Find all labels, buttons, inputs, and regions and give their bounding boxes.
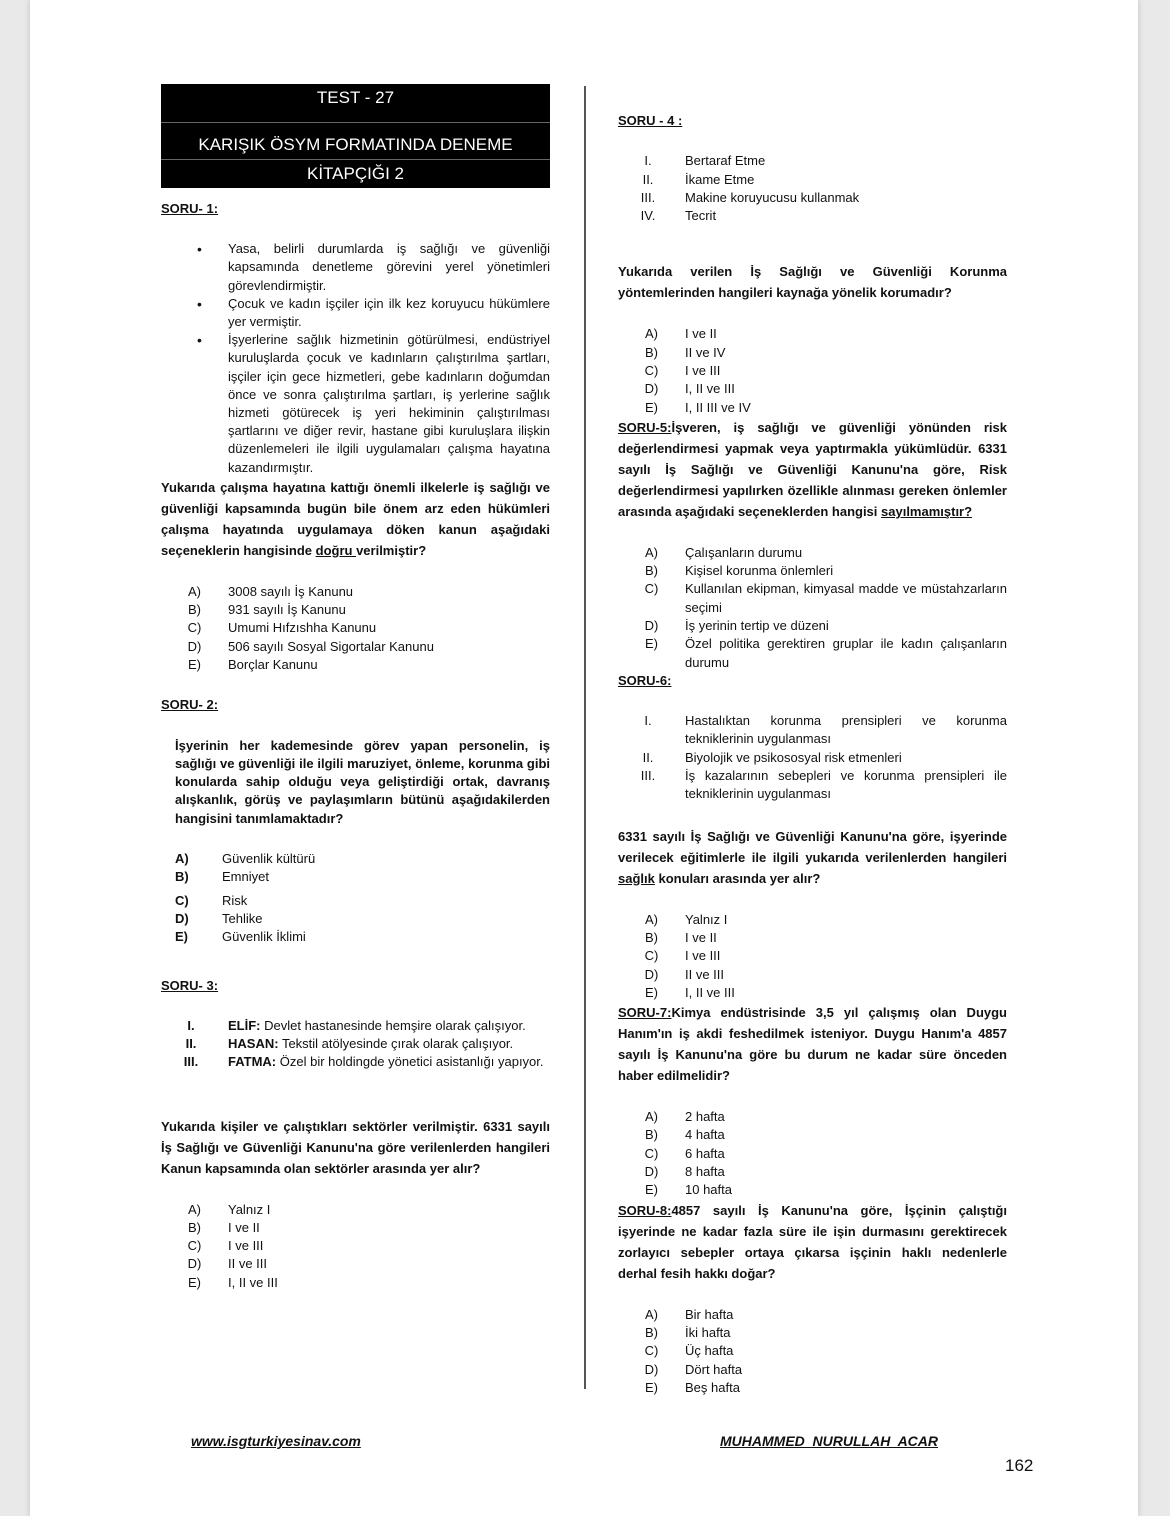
option-item[interactable]: B) II ve IV — [645, 344, 726, 360]
test-title: TEST - 27 — [161, 84, 550, 123]
statement-item: II. HASAN: Tekstil atölyesinde çırak olarak çalışıyor. — [185, 1036, 514, 1051]
question-7-options — [618, 1108, 1007, 1199]
option-item[interactable]: C) Üç hafta — [644, 1343, 734, 1359]
bullet-item: • Yasa, belirli durumlarda iş sağlığı ve güvenliği kapsamında denetleme görevini yerel yönetimleri görevlendirmiştir. — [161, 240, 550, 295]
statement-item: I. ELİF: Devlet hastanesinde hemşire olarak çalışıyor. — [187, 1017, 526, 1033]
test-booklet: KİTAPÇIĞI 2 — [307, 164, 404, 183]
question-2-label: SORU- 2: — [161, 697, 219, 713]
footer-website-link[interactable]: www.isgturkiyesinav.com — [191, 1433, 361, 1449]
question-6-label: SORU-6: — [618, 672, 672, 688]
option-item[interactable]: E) Güvenlik İklimi — [175, 929, 306, 945]
option-item[interactable]: E) 10 hafta — [645, 1182, 732, 1198]
right-column — [618, 104, 1007, 1397]
option-item[interactable]: E) Beş hafta — [645, 1379, 740, 1395]
statement-item: III. FATMA: Özel bir holdingde yönetici asistanlığı yapıyor. — [183, 1054, 544, 1070]
option-item[interactable]: D) 8 hafta — [644, 1164, 725, 1180]
option-item[interactable]: C) I ve III — [187, 1238, 264, 1254]
option-item[interactable]: D) Tehlike — [175, 910, 263, 926]
statement-item: II. İkame Etme — [642, 171, 755, 187]
question-8-label: SORU-8: — [618, 1202, 672, 1218]
option-item[interactable]: B) Kişisel korunma önlemleri — [645, 563, 834, 579]
question-2-stem: İşyerinin her kademesinde görev yapan personelin, iş sağlığı ve güvenliği ile ilgili maruziyet, önleme, korunma gibi konularda sahip olduğu veya geliştirdiği ortak, davranış alışkanlık, görüş ve paylaşımların bütünü aşağıdakilerden hangisini tanımlamaktadır? — [175, 737, 550, 826]
question-1-stem: Yukarıda çalışma hayatına kattığı önemli ilkelerle iş sağlığı ve güvenliği kapsamında bugün bile önem arz eden hükümleri çalışma hayatında uygulamaya döken kanun aşağıdaki seçeneklerin hangisinde doğru verilmiştir? — [161, 479, 550, 558]
test-subtitle: KARIŞIK ÖSYM FORMATINDA DENEME — [161, 131, 550, 160]
bullet-item: • İşyerlerine sağlık hizmetinin götürülmesi, endüstriyel kuruluşlarda çocuk ve kadınların çalıştırılma şartları, işçiler için gece hizmetleri, gebe kadınların doğumdan önce ve sonra çalıştırılma şartları, iş yerlerine sağlık hizmeti götürecek iş yeri hekiminin çalıştırılması şartlarını ve diğer revir, hastane gibi kuruluşlara ilişkin düzenlemeleri ile ilgili uygulamaları çalışma hayatına kazandırmıştır. — [161, 331, 550, 477]
option-item[interactable]: B) İki hafta — [645, 1324, 731, 1340]
option-item[interactable]: E) Özel politika gerektiren gruplar ile kadın çalışanların durumu — [645, 636, 1007, 670]
option-item[interactable]: A) Yalnız I — [188, 1201, 271, 1217]
statement-item: I. Hastalıktan korunma prensipleri ve korunma tekniklerinin uygulanması — [644, 713, 1007, 747]
question-1-bullets — [161, 240, 550, 477]
option-item[interactable]: A) I ve II — [645, 326, 717, 342]
question-3-options — [161, 1201, 550, 1292]
question-3-stem: Yukarıda kişiler ve çalıştıkları sektörler verilmiştir. 6331 sayılı İş Sağlığı ve Güvenliği Kanunu'na göre verilenlerden hangileri Kanun kapsamında olan sektörler arasında yer alır? — [161, 1118, 550, 1176]
option-item[interactable]: D) İş yerinin tertip ve düzeni — [644, 618, 829, 634]
question-4-options — [618, 325, 1007, 416]
option-item[interactable]: A) 2 hafta — [645, 1109, 725, 1125]
question-6-items — [618, 712, 1007, 803]
option-item[interactable]: D) I, II ve III — [644, 381, 735, 397]
question-4-items — [618, 152, 1007, 225]
option-item[interactable]: B) I ve II — [188, 1219, 260, 1235]
option-item[interactable]: E) I, II ve III — [188, 1274, 278, 1290]
left-column — [161, 84, 550, 1292]
option-item[interactable]: B) 931 sayılı İş Kanunu — [188, 602, 346, 618]
footer-author: MUHAMMED NURULLAH ACAR — [720, 1433, 939, 1449]
option-item[interactable]: C) Umumi Hıfzıshha Kanunu — [187, 620, 377, 636]
option-item[interactable]: D) II ve III — [187, 1256, 268, 1272]
option-item[interactable]: D) II ve III — [644, 966, 725, 982]
option-item[interactable]: A) Çalışanların durumu — [645, 544, 803, 560]
option-item[interactable]: A) Güvenlik kültürü — [175, 851, 316, 867]
test-title-box — [161, 84, 550, 188]
option-item[interactable]: A) 3008 sayılı İş Kanunu — [188, 583, 354, 599]
question-1-options — [161, 583, 550, 674]
option-item[interactable]: E) Borçlar Kanunu — [188, 657, 318, 673]
option-item[interactable]: B) 4 hafta — [645, 1127, 725, 1143]
question-5-label: SORU-5: — [618, 419, 672, 435]
question-2-options — [161, 850, 550, 946]
question-4-label: SORU - 4 : — [618, 113, 683, 128]
question-4-stem: Yukarıda verilen İş Sağlığı ve Güvenliği Korunma yöntemlerinden hangileri kaynağa yönelik korumadır? — [618, 264, 1007, 301]
question-3-items — [161, 1017, 550, 1072]
question-7-stem: SORU-7:Kimya endüstrisinde 3,5 yıl çalışmış olan Duygu Hanım'ın iş akdi feshedilmek isteniyor. Duygu Hanım'a 4857 sayılı İş Kanunu'na göre bu durum ne kadar süre önceden haber edilmelidir? — [618, 1005, 1007, 1084]
question-1-label: SORU- 1: — [161, 201, 219, 216]
option-item[interactable]: C) Kullanılan ekipman, kimyasal madde ve müstahzarların seçimi — [644, 581, 1007, 615]
question-7-label: SORU-7: — [618, 1005, 672, 1021]
option-item[interactable]: D) Dört hafta — [644, 1361, 743, 1377]
question-6-options — [618, 911, 1007, 1002]
option-item[interactable]: C) 6 hafta — [644, 1145, 725, 1161]
question-6-stem: 6331 sayılı İş Sağlığı ve Güvenliği Kanunu'na göre, işyerinde verilecek eğitimlerle ile ilgili yukarıda verilenlerden hangileri sağlık konuları arasında yer alır? — [618, 828, 1007, 886]
option-item[interactable]: C) Risk — [175, 892, 248, 908]
statement-item: I. Bertaraf Etme — [644, 153, 766, 169]
question-3-label: SORU- 3: — [161, 977, 219, 993]
column-divider — [584, 86, 586, 1389]
option-item[interactable]: A) Yalnız I — [645, 911, 728, 927]
option-item[interactable]: C) I ve III — [644, 948, 721, 964]
option-item[interactable]: C) I ve III — [644, 362, 721, 378]
statement-item: IV. Tecrit — [640, 208, 717, 224]
document-page — [30, 0, 1138, 1516]
bullet-item: • Çocuk ve kadın işçiler için ilk kez koruyucu hükümlere yer vermiştir. — [161, 295, 550, 331]
statement-item: III. Makine koruyucusu kullanmak — [640, 189, 860, 205]
page-number: 162 — [1005, 1456, 1034, 1475]
question-8-stem: SORU-8:4857 sayılı İş Kanunu'na göre, İşçinin çalıştığı işyerinde ne kadar fazla süre ile işin durmasını gerektirecek zorlayıcı sebepler ortaya çıkarsa işçinin haklı nedenlerle derhal fesih hakkı doğar? — [618, 1202, 1007, 1281]
option-item[interactable]: B) I ve II — [645, 929, 717, 945]
option-item[interactable]: B) Emniyet — [175, 869, 269, 885]
question-5-stem: SORU-5:İşveren, iş sağlığı ve güvenliği yönünden risk değerlendirmesi yapmak veya yaptırmakla yükümlüdür. 6331 sayılı İş Sağlığı ve Güvenliği Kanunu'na göre, Risk değerlendirmesi yapılırken özellikle alınması gereken önlemler arasında aşağıdaki seçeneklerden hangisi sayılmamıştır? — [618, 419, 1007, 519]
option-item[interactable]: A) Bir hafta — [645, 1306, 734, 1322]
option-item[interactable]: D) 506 sayılı Sosyal Sigortalar Kanunu — [187, 638, 434, 654]
option-item[interactable]: E) I, II ve III — [645, 984, 735, 1000]
question-8-options — [618, 1306, 1007, 1397]
statement-item: II. Biyolojik ve psikososyal risk etmenleri — [642, 749, 902, 765]
question-5-options — [618, 544, 1007, 672]
option-item[interactable]: E) I, II III ve IV — [645, 399, 751, 415]
statement-item: III. İş kazalarının sebepleri ve korunma prensipleri ile tekniklerinin uygulanması — [640, 768, 1007, 802]
